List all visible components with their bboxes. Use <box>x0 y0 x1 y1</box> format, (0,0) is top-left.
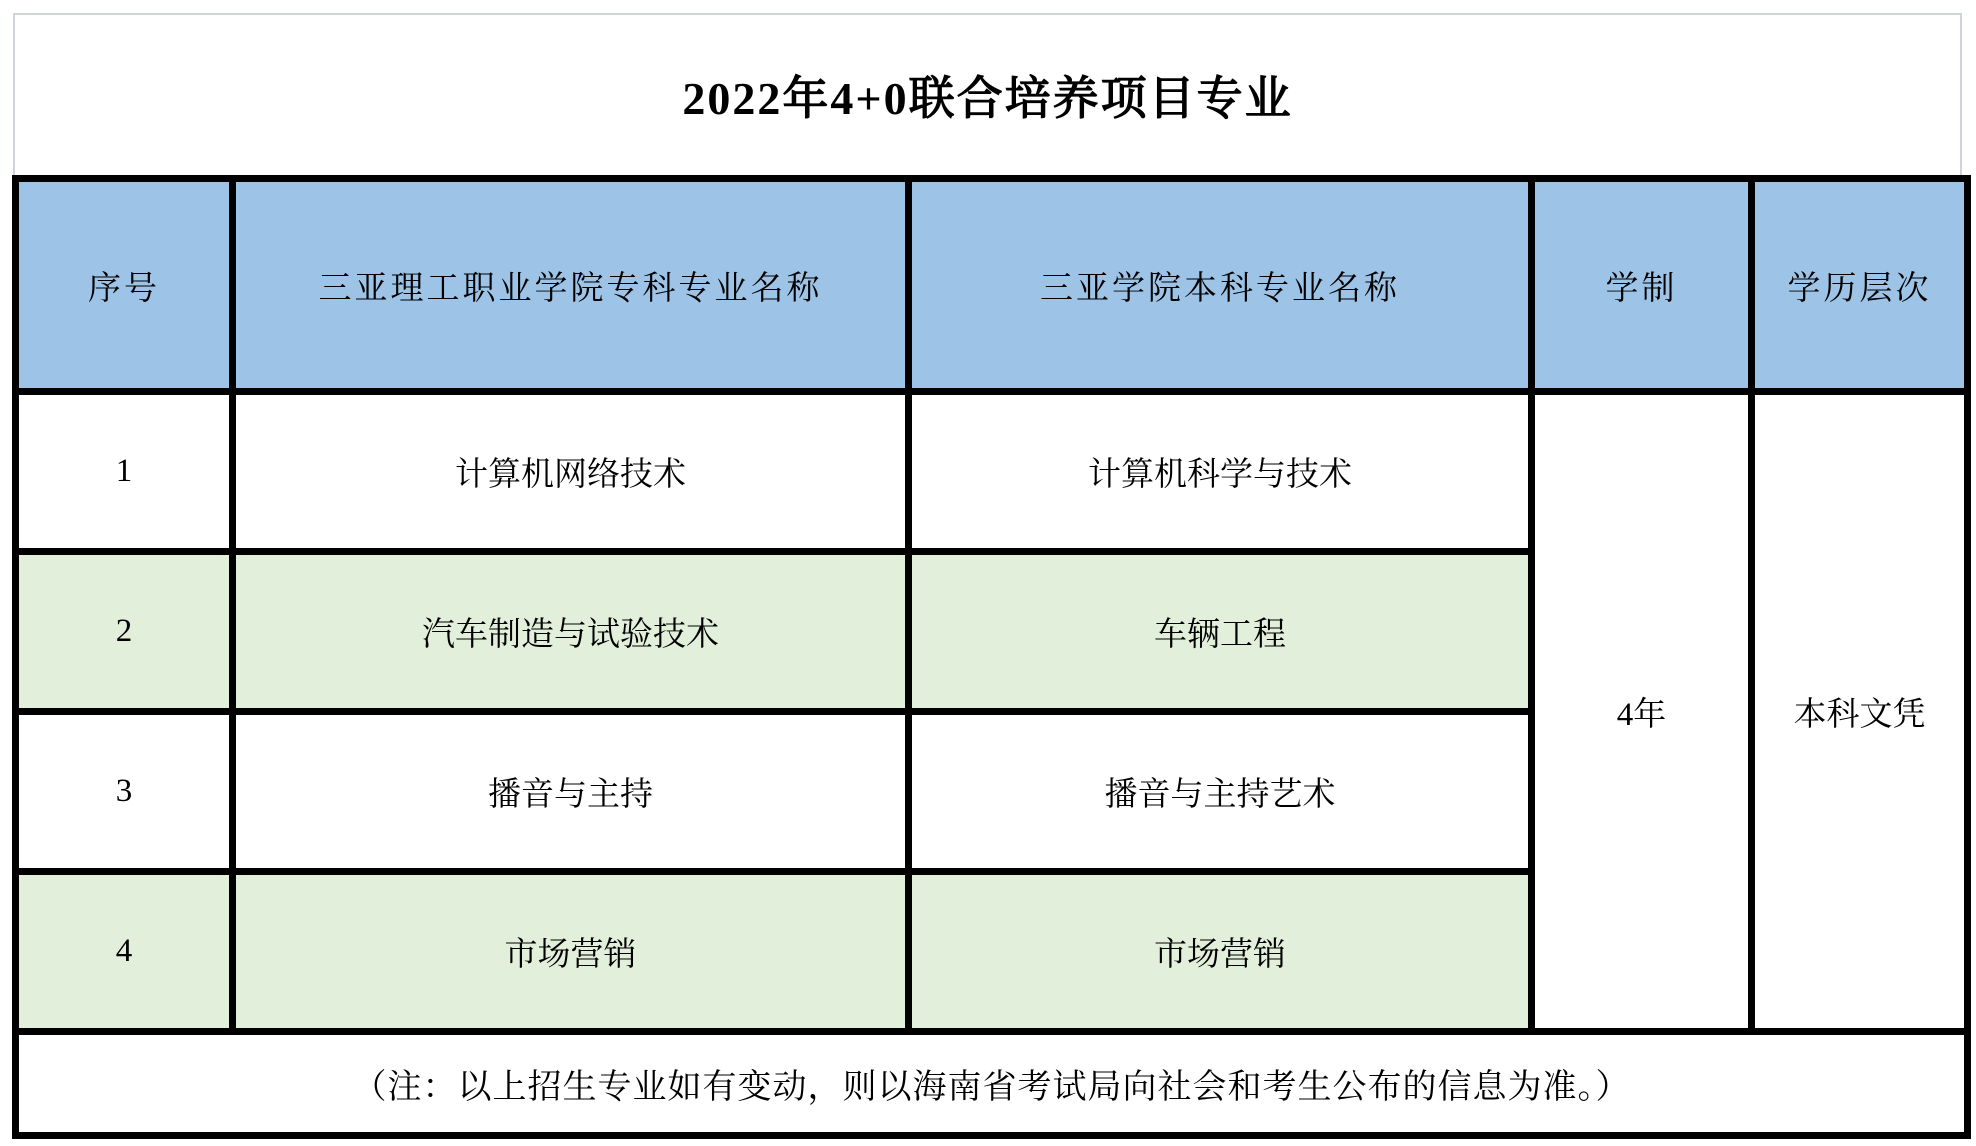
majors-table <box>12 175 1971 1139</box>
row-number-cell: 1 <box>16 392 233 552</box>
page-title: 2022年4+0联合培养项目专业 <box>682 73 1293 124</box>
row-number-cell: 3 <box>16 712 233 872</box>
header-cell-college-major: 三亚理工职业学院专科专业名称 <box>233 179 909 392</box>
table-row <box>16 392 1968 552</box>
university-major-cell: 市场营销 <box>909 872 1532 1032</box>
header-cell-university-major: 三亚学院本科专业名称 <box>909 179 1532 392</box>
note-row <box>16 1032 1968 1136</box>
row-number-cell: 2 <box>16 552 233 712</box>
university-major-cell: 计算机科学与技术 <box>909 392 1532 552</box>
title-block <box>13 13 1962 175</box>
college-major-cell: 计算机网络技术 <box>233 392 909 552</box>
college-major-cell: 汽车制造与试验技术 <box>233 552 909 712</box>
header-cell-no: 序号 <box>16 179 233 392</box>
table-header-row <box>16 179 1968 392</box>
note-cell: （注：以上招生专业如有变动，则以海南省考试局向社会和考生公布的信息为准。） <box>16 1032 1968 1136</box>
header-cell-level: 学历层次 <box>1752 179 1968 392</box>
level-merged-cell: 本科文凭 <box>1752 392 1968 1032</box>
university-major-cell: 车辆工程 <box>909 552 1532 712</box>
university-major-cell: 播音与主持艺术 <box>909 712 1532 872</box>
college-major-cell: 市场营销 <box>233 872 909 1032</box>
header-cell-duration: 学制 <box>1532 179 1752 392</box>
duration-merged-cell: 4年 <box>1532 392 1752 1032</box>
college-major-cell: 播音与主持 <box>233 712 909 872</box>
row-number-cell: 4 <box>16 872 233 1032</box>
